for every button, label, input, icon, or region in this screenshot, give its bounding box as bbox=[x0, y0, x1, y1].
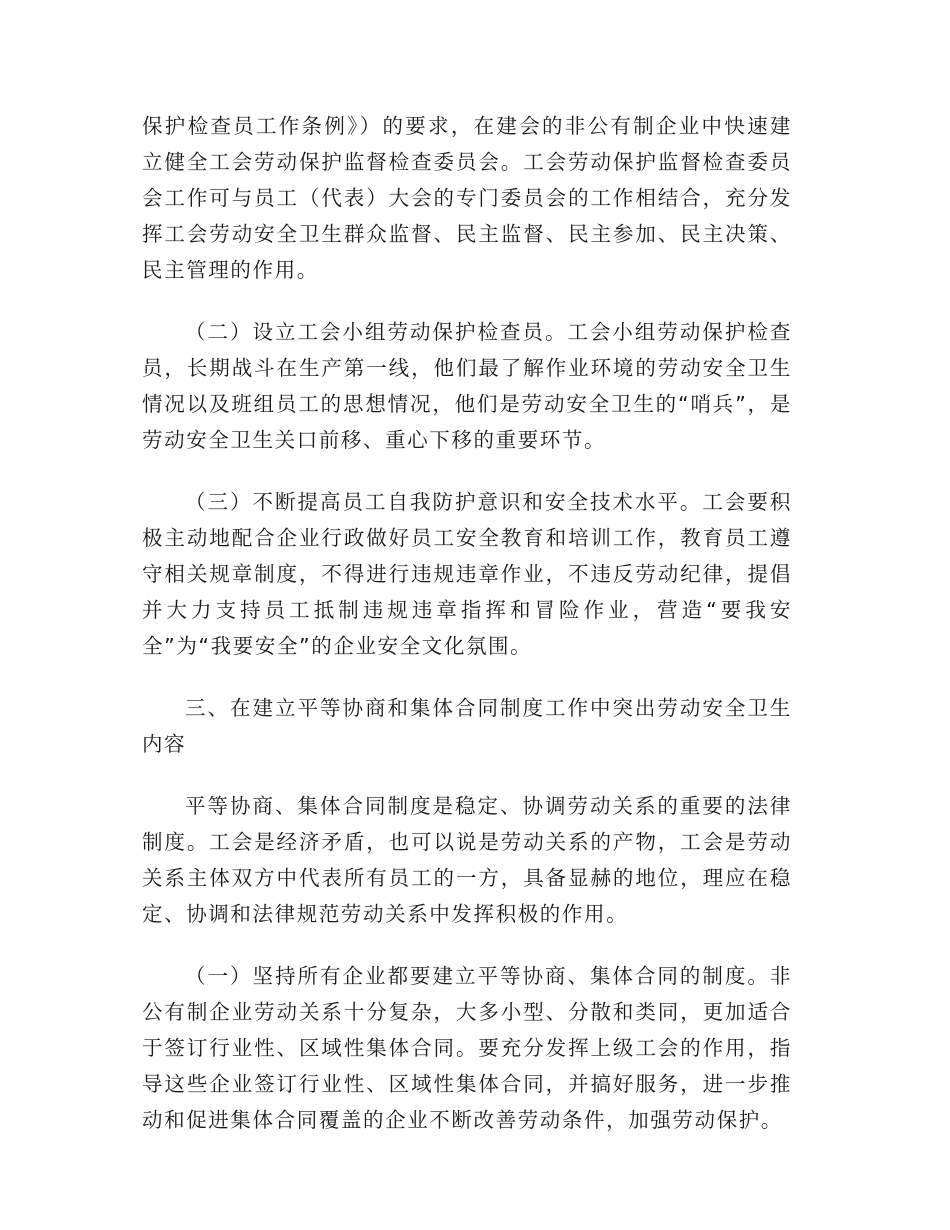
paragraph-5: （一）坚持所有企业都要建立平等协商、集体合同的制度。非公有制企业劳动关系十分复杂，大多小型、分散和类同，更加适合于签订行业性、区域性集体合同。要充分发挥上级工会的作用，指导这些企业签订行业性、区域性集体合同，并搞好服务，进一步推动和促进集体合同覆盖的企业不断改善劳动条件，加强劳动保护。 bbox=[142, 964, 792, 1132]
paragraph-4: 平等协商、集体合同制度是稳定、协调劳动关系的重要的法律制度。工会是经济矛盾，也可以说是劳动关系的产物，工会是劳动关系主体双方中代表所有员工的一方，具备显赫的地位，理应在稳定、协调和法律规范劳动关系中发挥积极的作用。 bbox=[142, 794, 792, 926]
document-body bbox=[142, 108, 792, 1164]
paragraph-3: （三）不断提高员工自我防护意识和安全技术水平。工会要积极主动地配合企业行政做好员工安全教育和培训工作，教育员工遵守相关规章制度，不得进行违规违章作业，不违反劳动纪律，提倡并大力支持员工抵制违规违章指挥和冒险作业，营造“要我安全”为“我要安全”的企业安全文化氛围。 bbox=[142, 490, 792, 658]
section-heading-3: 三、在建立平等协商和集体合同制度工作中突出劳动安全卫生内容 bbox=[142, 696, 792, 756]
paragraph-2: （二）设立工会小组劳动保护检查员。工会小组劳动保护检查员，长期战斗在生产第一线，他们最了解作业环境的劳动安全卫生情况以及班组员工的思想情况，他们是劳动安全卫生的“哨兵”，是劳动安全卫生关口前移、重心下移的重要环节。 bbox=[142, 320, 792, 452]
paragraph-1: 保护检查员工作条例》）的要求，在建会的非公有制企业中快速建立健全工会劳动保护监督检查委员会。工会劳动保护监督检查委员会工作可与员工（代表）大会的专门委员会的工作相结合，充分发挥工会劳动安全卫生群众监督、民主监督、民主参加、民主决策、民主管理的作用。 bbox=[142, 114, 792, 282]
